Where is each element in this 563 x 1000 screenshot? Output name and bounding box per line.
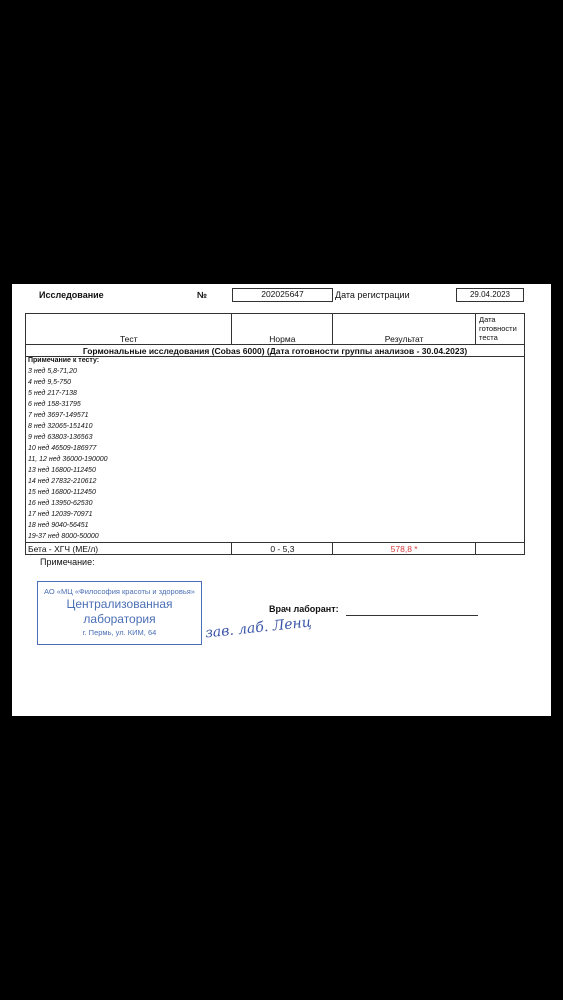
note-line: 5 нед 217-7138 bbox=[28, 390, 77, 397]
note-line: 17 нед 12039-70971 bbox=[28, 511, 93, 518]
stamp-address: г. Пермь, ул. КИМ, 64 bbox=[82, 628, 157, 637]
result-value: 578,8 * bbox=[333, 543, 476, 555]
note-title: Примечание к тесту: bbox=[28, 357, 100, 364]
note-line: 6 нед 158-31795 bbox=[28, 401, 81, 408]
note-line: 9 нед 63803-136563 bbox=[28, 434, 93, 441]
note-line: 10 нед 46509-186977 bbox=[28, 445, 97, 452]
handwritten-signature: зав. лаб. Ленц bbox=[204, 614, 313, 642]
lab-stamp bbox=[37, 581, 202, 645]
note-line: 15 нед 16800-112450 bbox=[28, 489, 96, 496]
note-line: 13 нед 16800-112450 bbox=[28, 467, 96, 474]
note-line: 14 нед 27832-210612 bbox=[28, 478, 97, 485]
stamp-org: АО «МЦ «Философия красоты и здоровья» bbox=[44, 587, 195, 596]
note-line: 8 нед 32065-151410 bbox=[28, 423, 93, 430]
number-sign: № bbox=[197, 290, 208, 300]
doctor-label: Врач лаборант: bbox=[269, 604, 339, 614]
group-title: Гормональные исследования (Cobas 6000) (Дата готовности группы анализов - 30.04.2023) bbox=[26, 345, 525, 357]
study-number-field: 202025647 bbox=[232, 288, 333, 302]
table-row bbox=[26, 543, 525, 555]
col-norm: Норма bbox=[232, 314, 333, 345]
note-line: 18 нед 9040-56451 bbox=[28, 522, 89, 529]
notes-row bbox=[26, 357, 525, 543]
stamp-title-1: Централизованная bbox=[66, 597, 173, 611]
test-name: Бета - ХГЧ (МЕ/л) bbox=[26, 543, 232, 555]
table-header bbox=[26, 314, 525, 345]
footer-note-label: Примечание: bbox=[40, 557, 95, 567]
note-line: 16 нед 13950-62530 bbox=[28, 500, 93, 507]
doctor-signature-line bbox=[346, 615, 478, 616]
results-table bbox=[25, 313, 525, 555]
note-line: 3 нед 5,8-71,20 bbox=[28, 368, 77, 375]
col-test: Тест bbox=[26, 314, 232, 345]
note-line: 4 нед 9,5-750 bbox=[28, 379, 72, 386]
col-ready-date: Дата готовности теста bbox=[476, 314, 525, 345]
note-line: 7 нед 3697-149571 bbox=[28, 412, 89, 419]
stamp-title-2: лаборатория bbox=[83, 612, 156, 626]
ready-date-value bbox=[476, 543, 525, 555]
note-line: 11, 12 нед 36000-190000 bbox=[28, 456, 108, 463]
registration-label: Дата регистрации bbox=[335, 290, 410, 300]
col-result: Результат bbox=[333, 314, 476, 345]
norm-value: 0 - 5,3 bbox=[232, 543, 333, 555]
note-line: 19-37 нед 8000-50000 bbox=[28, 533, 99, 540]
registration-date-field: 29.04.2023 bbox=[456, 288, 524, 302]
study-label: Исследование bbox=[39, 290, 104, 300]
group-row bbox=[26, 345, 525, 357]
